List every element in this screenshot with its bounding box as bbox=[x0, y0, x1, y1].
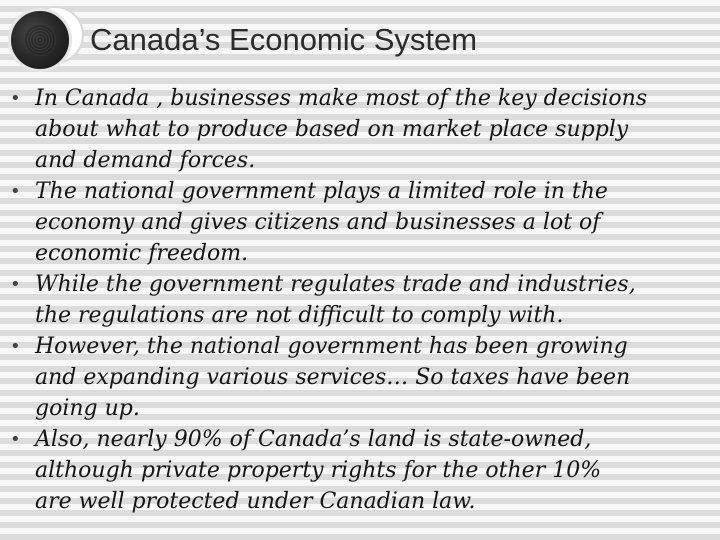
bullet-line: Also, nearly 90% of Canada’s land is state-owned, bbox=[35, 427, 592, 452]
bullet-marker: • bbox=[10, 88, 21, 109]
bullet-line: In Canada , businesses make most of the key decisions bbox=[35, 86, 648, 111]
bullet-line: The national government plays a limited role in the bbox=[35, 179, 608, 204]
bullet-marker: • bbox=[10, 336, 21, 357]
bullet-line: the regulations are not difficult to comply with. bbox=[35, 303, 564, 328]
bullet-marker: • bbox=[10, 429, 21, 450]
bullet-item bbox=[0, 83, 720, 176]
slide-title: Canada’s Economic System bbox=[90, 22, 478, 57]
decorative-disc-icon bbox=[8, 8, 72, 72]
bullet-line: and expanding various services… So taxes have been bbox=[35, 365, 631, 390]
bullet-item bbox=[0, 176, 720, 269]
bullet-line: about what to produce based on market place supply bbox=[35, 117, 629, 142]
bullet-marker: • bbox=[10, 274, 21, 295]
bullet-line: However, the national government has been growing bbox=[35, 334, 628, 359]
bullet-item bbox=[0, 269, 720, 331]
bullet-line: economic freedom. bbox=[35, 241, 249, 266]
bullet-list bbox=[0, 83, 720, 517]
bullet-item bbox=[0, 424, 720, 517]
bullet-line: economy and gives citizens and businesses a lot of bbox=[35, 210, 601, 235]
bullet-line: although private property rights for the other 10% bbox=[35, 458, 602, 483]
bullet-marker: • bbox=[10, 181, 21, 202]
bullet-item bbox=[0, 331, 720, 424]
bullet-line: going up. bbox=[35, 396, 140, 421]
bullet-line: and demand forces. bbox=[35, 148, 256, 173]
bullet-line: While the government regulates trade and industries, bbox=[35, 272, 636, 297]
bullet-line: are well protected under Canadian law. bbox=[35, 489, 476, 514]
